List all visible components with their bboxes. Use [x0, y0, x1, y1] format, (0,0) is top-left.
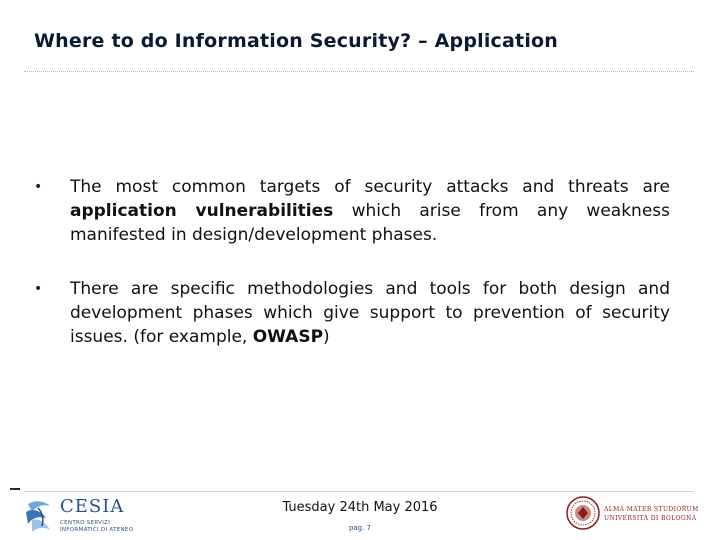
title-divider — [24, 71, 694, 72]
bullet-text-before: The most common targets of security attacks and threats are — [70, 177, 670, 197]
unibo-seal-icon — [566, 496, 600, 530]
bullet-text-bold: application vulnerabilities — [70, 201, 334, 221]
cesia-subtitle-line2: INFORMATICI DI ATENEO — [60, 527, 134, 533]
bullet-icon: • — [34, 179, 43, 195]
cesia-wordmark: CESIA — [60, 496, 125, 517]
bullet-item — [34, 175, 670, 247]
unibo-line2: UNIVERSITÀ DI BOLOGNA — [604, 515, 697, 522]
cesia-subtitle-line1: CENTRO SERVIZI — [60, 520, 111, 526]
footer-date: Tuesday 24th May 2016 — [282, 500, 438, 515]
bullet-text-after: which arise from any weakness manifested in design/development phases. — [70, 201, 671, 245]
bullet-text-after: ) — [323, 327, 330, 347]
left-edge-mark — [10, 488, 20, 490]
bullet-icon: • — [34, 281, 43, 297]
bullet-list — [34, 175, 670, 379]
slide-title: Where to do Information Security? – Application — [34, 30, 559, 52]
bullet-item — [34, 277, 670, 349]
unibo-line1: ALMA MATER STUDIORUM — [604, 506, 699, 513]
page-number: pag. 7 — [348, 524, 372, 532]
bullet-text-bold: OWASP — [252, 327, 324, 347]
footer-divider — [24, 491, 694, 492]
unibo-logo — [566, 494, 716, 534]
bullet-text-before: There are specific methodologies and tools for both design and development phases which give support to prevention of security issues. (for example, — [70, 279, 670, 347]
